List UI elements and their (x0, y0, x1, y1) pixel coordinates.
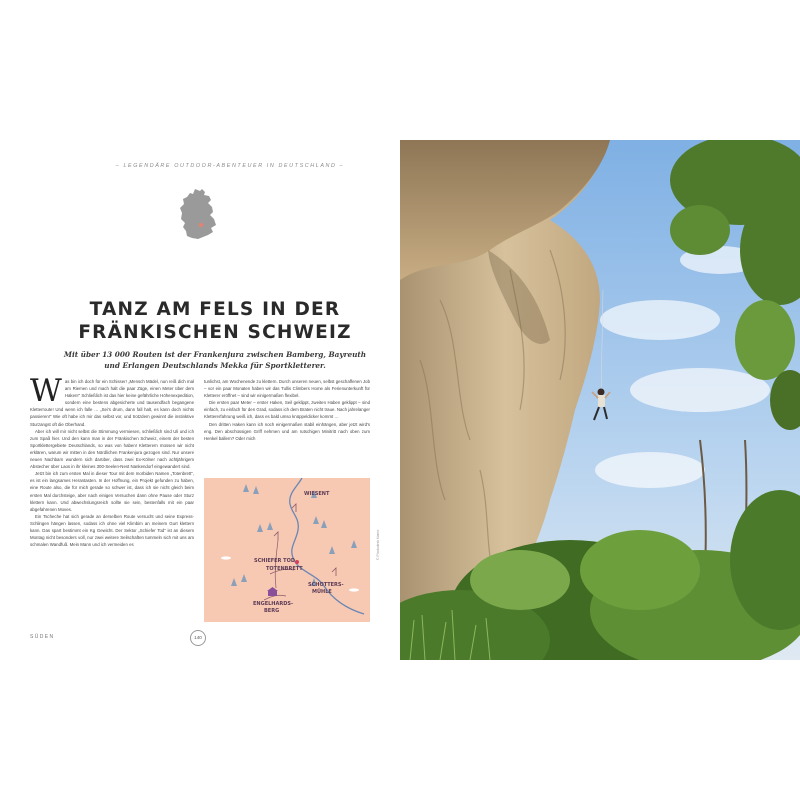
location-marker (199, 223, 203, 227)
body-paragraph: Jetzt bin ich zum ersten Mal in dieser Tour mit dem morbiden Namen „Totenbrett“, es ist ein langsames Herantasten. In der Hoffnung, ein Projekt gefunden zu haben, eine Route also, die für mich gerade so schwer ist, dass ich sie nicht gleich beim ersten Mal durchsteige, aber nach einigen Versuchen dann ohne Pause oder Sturz klettern kann. Und abwechslungsreich sollte sie sein, bestenfalls mit ein paar abgefahrenen Moves. (30, 471, 194, 512)
title-line-2: FRÄNKISCHEN SCHWEIZ (78, 322, 352, 343)
drop-cap: W (30, 378, 62, 409)
deck-line-2: und Erlangen Deutschlands Mekka für Sportkletterer. (104, 360, 326, 370)
body-paragraph: Ein Tscheche hat sich gerade an derselben Route versucht und seine Express-Schlingen hängen lassen, sodass ich ohne viel Klimbim an meinem Gurt klettern kann. Das spart bestimmt ein Kg Gewicht. Der Sektor „Schiefer Tod“ ist an diesem Montag nicht besonders voll, nur zwei weitere Seilschaften tummeln sich mit uns am schmalen Wandfuß. Mein Mann und ich vermeiden es (30, 513, 194, 548)
article-deck (40, 350, 390, 371)
label-wiesent: WIESENT (304, 491, 330, 497)
deck-line-1: Mit über 13 000 Routen ist der Frankenjura zwischen Bamberg, Bayreuth (63, 350, 367, 359)
body-paragraph: Aber ich will mir nicht selbst die Stimmung vermiesen, schließlich sind Uli und ich zum Spaß hier. Und den kann man in der Fränkischen Schweiz, einem der besten Sportklettergebiete Deutschlands, so was von haben! Kletterern müssen wir nicht erklären, warum wir mitten in den Nördlichen Frankenjura gezogen sind. Nur unsere neuen Nachbarn wundern sich darüber, dass zwei Ex-Kölner nach achtjährigem Abstecher über Laos in ihr kleines 300-Seelen-Nest Nankendorf eingewandert sind. (30, 428, 194, 470)
label-muehle: MÜHLE (312, 589, 332, 595)
area-map (204, 478, 370, 622)
label-schotters: SCHOTTERS- (308, 582, 344, 588)
article-title (40, 298, 390, 344)
climbing-scene-image (400, 140, 800, 660)
body-paragraph: tunlichst, am Wochenende zu klettern. Durch unseren neuen, selbst geschaffenen Job – vor ein paar Monaten haben wir das Tullis Climbers Home als Ferienunterkunft für Kletterer eröffnet – sind wir einigermaßen flexibel. (204, 379, 370, 399)
label-berg: BERG (264, 608, 280, 614)
germany-map-icon (178, 188, 220, 240)
series-kicker: – LEGENDÄRE OUTDOOR-ABENTEUER IN DEUTSCHLAND – (115, 163, 345, 169)
section-label: SÜDEN (30, 634, 55, 640)
page-number: 140 (190, 630, 206, 646)
label-totenbrett: TOTENBRETT (266, 566, 303, 572)
climber-photo (400, 140, 800, 660)
crag-marker-schiefer-tod (295, 560, 299, 564)
photo-credit: © Photodesk Name (376, 529, 380, 560)
label-engelhards: ENGELHARDS- (253, 601, 294, 607)
body-column-1 (30, 378, 194, 630)
title-line-1: TANZ AM FELS IN DER (89, 299, 341, 320)
body-column-2 (204, 378, 370, 478)
body-paragraph: Was bin ich doch für ein Schisser! „Mensch Mädel, nun reiß dich mal am Riemen und mach halt die paar Züge, einen Meter über dem Haken!“ Schließlich ist das hier keine gefährliche Höhenexpedition, sondern eine bestens abgesicherte und tausendfach begangene Kletterroute! Und wenn ich falle … „Sei's drum, dann fall halt, es kann doch nichts passieren!“ Wie oft habe ich mir das selbst vor, und trotzdem gewinnt die instinktive Sturzangst oft die Oberhand. (30, 378, 194, 427)
body-paragraph: Den dritten Haken kann ich noch einigermaßen stabil einhängen, aber jetzt wird's eng. Den abschüssigen Griff nehmen und am rutschigen Minitritt nach oben zum Henkel ballern? Oder mich (204, 421, 370, 441)
label-schiefer-tod: SCHIEFER TOD (254, 558, 295, 564)
body-paragraph: Die ersten paar Meter – erster Haken, Seil geklippt, zweiten Haben geklippt – sind einfach, zu einfach für den Grad, sodass ich dem Braten nicht traue. Nach jahrelanger Klettererfahrung weiß ich, dass es bald umso knüppeldicker kommt … (204, 400, 370, 420)
